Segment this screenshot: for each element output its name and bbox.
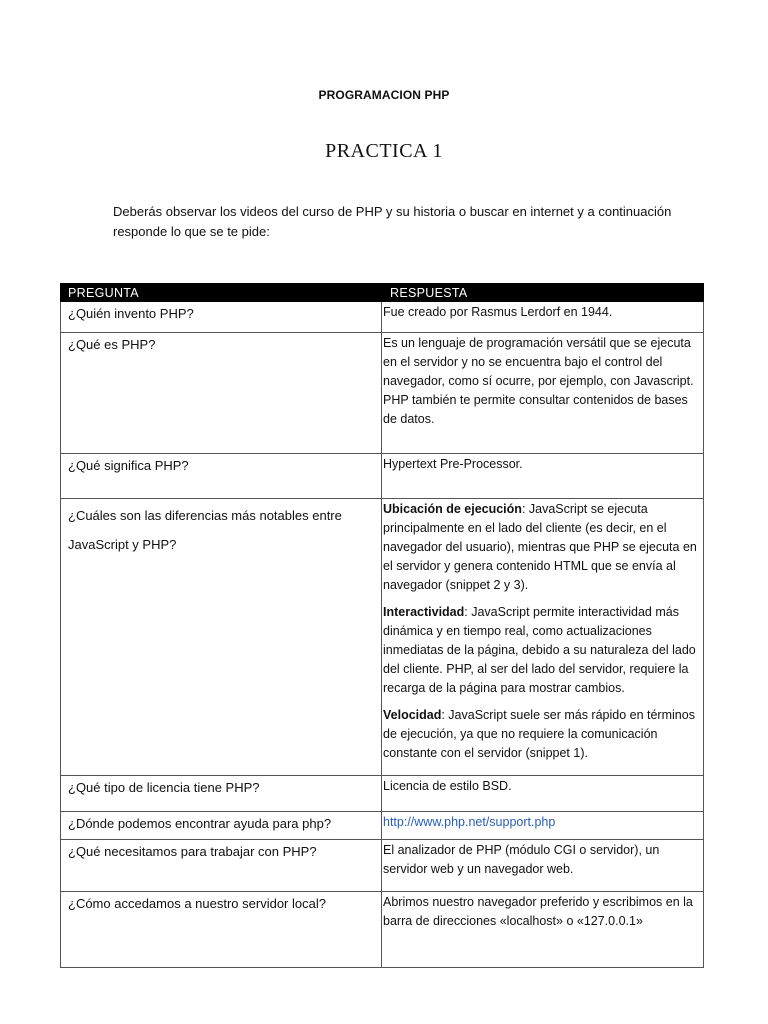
answer-paragraph [383,603,699,698]
question-cell: ¿Dónde podemos encontrar ayuda para php? [61,812,382,840]
question-cell: ¿Qué significa PHP? [61,454,382,499]
question-answer-table [60,283,704,968]
answer-cell [382,499,704,776]
question-cell: ¿Qué tipo de licencia tiene PHP? [61,776,382,812]
table-row [61,333,704,454]
document-title: PRACTICA 1 [325,140,443,162]
instructions-paragraph: Deberás observar los videos del curso de PHP y su historia o buscar en internet y a continuación responde lo que se te pide: [113,204,672,239]
answer-cell: El analizador de PHP (módulo CGI o servidor), un servidor web y un navegador web. [382,840,704,892]
answer-text: : JavaScript se ejecuta principalmente en el lado del cliente (es decir, en el navegador del usuario), mientras que PHP se ejecuta en el servidor y genera contenido HTML que se envía al navegador (snippet 2 y 3). [383,502,697,592]
table-header-row [61,284,704,302]
document-subject: PROGRAMACION PHP [318,88,450,102]
question-cell: ¿Cuáles son las diferencias más notables entre JavaScript y PHP? [61,499,382,776]
answer-cell [382,812,704,840]
answer-term: Interactividad [383,605,465,619]
support-link[interactable]: http://www.php.net/support.php [383,815,556,829]
answer-term: Velocidad [383,708,442,722]
answer-text: : JavaScript suele ser más rápido en términos de ejecución, ya que no requiere la comunicación constante con el servidor (snippet 1). [383,708,695,760]
header-pregunta: PREGUNTA [61,284,382,302]
table-row [61,892,704,968]
question-cell: ¿Qué es PHP? [61,333,382,454]
table-row [61,454,704,499]
question-cell: ¿Qué necesitamos para trabajar con PHP? [61,840,382,892]
answer-cell: Es un lenguaje de programación versátil que se ejecuta en el servidor y no se encuentra bajo el control del navegador, como sí ocurre, por ejemplo, con Javascript. PHP también te permite consultar contenidos de bases de datos. [382,333,704,454]
question-cell: ¿Cómo accedamos a nuestro servidor local? [61,892,382,968]
table-row [61,776,704,812]
answer-cell: Fue creado por Rasmus Lerdorf en 1944. [382,302,704,333]
answer-text: : JavaScript permite interactividad más dinámica y en tiempo real, como actualizaciones inmediatas de la página, debido a su naturaleza del lado del cliente. PHP, al ser del lado del servidor, requiere la recarga de la página para mostrar cambios. [383,605,696,695]
answer-cell: Hypertext Pre-Processor. [382,454,704,499]
header-respuesta: RESPUESTA [382,284,704,302]
table-row [61,302,704,333]
answer-term: Ubicación de ejecución [383,502,522,516]
table-row [61,812,704,840]
question-cell: ¿Quién invento PHP? [61,302,382,333]
answer-paragraph [383,500,699,595]
table-row [61,499,704,776]
table-row [61,840,704,892]
answer-cell: Licencia de estilo BSD. [382,776,704,812]
answer-cell: Abrimos nuestro navegador preferido y escribimos en la barra de direcciones «localhost» o «127.0.0.1» [382,892,704,968]
answer-paragraph [383,706,699,763]
